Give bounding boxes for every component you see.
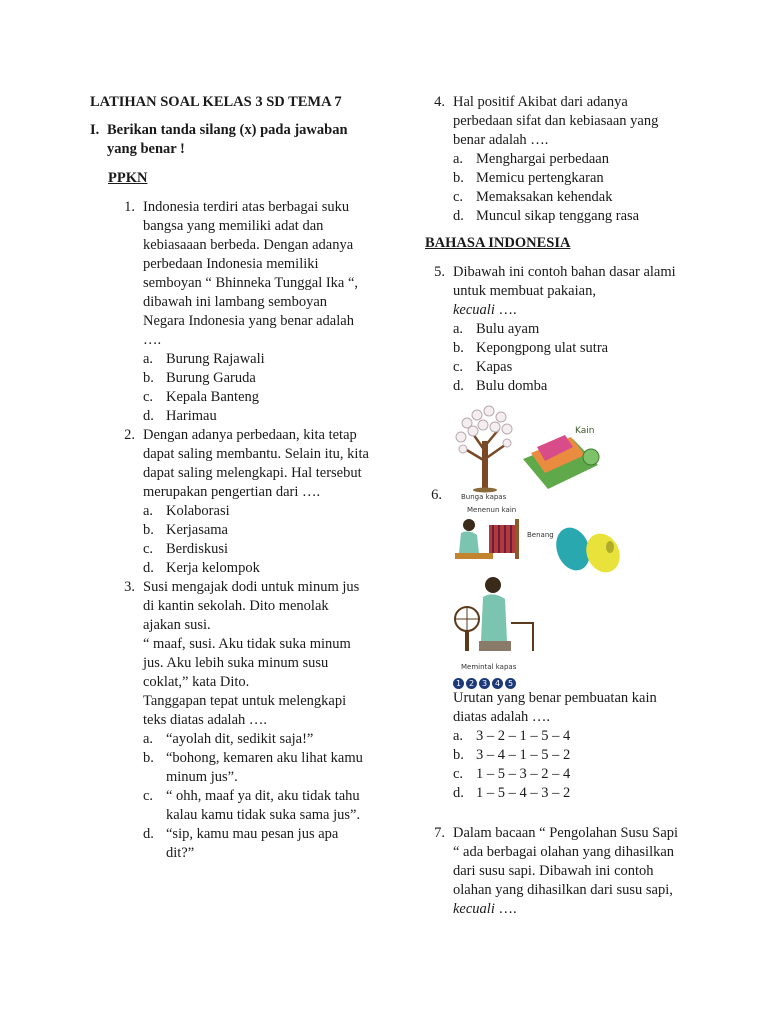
option-text: Kepala Banteng xyxy=(166,389,260,405)
question-5 xyxy=(417,263,685,396)
step-number-2: 2 xyxy=(466,678,477,689)
option-d[interactable] xyxy=(143,825,370,863)
worksheet-title: LATIHAN SOAL KELAS 3 SD TEMA 7 xyxy=(90,94,342,110)
question-number: 3. xyxy=(124,579,135,595)
option-d[interactable] xyxy=(143,559,370,578)
option-label: a. xyxy=(453,728,464,744)
cotton-tree-icon xyxy=(456,406,512,493)
option-label: b. xyxy=(453,747,464,763)
option-label: d. xyxy=(143,560,154,576)
question-prompt: Tanggapan tepat untuk melengkapi teks diatas adalah …. xyxy=(143,693,347,728)
option-label: c. xyxy=(453,359,464,375)
option-text: 1 – 5 – 4 – 3 – 2 xyxy=(476,785,571,801)
question-number: 6. xyxy=(431,487,442,503)
question-emphasis: kecuali xyxy=(453,302,495,318)
option-label: a. xyxy=(143,503,154,519)
option-label: c. xyxy=(143,389,154,405)
cloth-rolls-icon xyxy=(523,435,599,489)
option-label: a. xyxy=(143,351,154,367)
question-7 xyxy=(417,824,685,919)
option-b[interactable] xyxy=(453,339,685,358)
option-label: d. xyxy=(143,408,154,424)
option-text: Memaksakan kehendak xyxy=(476,189,613,205)
option-label: b. xyxy=(453,340,464,356)
option-text: Muncul sikap tenggang rasa xyxy=(476,208,640,224)
option-c[interactable] xyxy=(143,787,370,825)
option-d[interactable] xyxy=(143,407,370,426)
option-a[interactable] xyxy=(453,320,685,339)
option-text: Menghargai perbedaan xyxy=(476,151,609,167)
option-text: 1 – 5 – 3 – 2 – 4 xyxy=(476,766,571,782)
right-column xyxy=(425,93,685,919)
option-text: Kepongpong ulat sutra xyxy=(476,340,609,356)
option-label: c. xyxy=(453,766,464,782)
spacer xyxy=(417,803,685,824)
step-number-3: 3 xyxy=(479,678,490,689)
question-4 xyxy=(417,93,685,226)
option-label: d. xyxy=(453,785,464,801)
option-label: a. xyxy=(453,151,464,167)
caption-bunga-kapas: Bunga kapas xyxy=(461,493,507,501)
option-text: Kerja kelompok xyxy=(166,560,260,576)
option-text: Bulu domba xyxy=(476,378,548,394)
option-label: c. xyxy=(143,541,154,557)
option-text: “bohong, kemaren aku lihat kamu minum jus”. xyxy=(166,750,363,785)
option-b[interactable] xyxy=(143,521,370,540)
question-6 xyxy=(417,689,685,803)
option-c[interactable] xyxy=(453,765,685,784)
instruction xyxy=(90,121,370,159)
dialog-text: “ maaf, susi. Aku tidak suka minum jus. Aku lebih suka minum susu coklat,” kata Dito. xyxy=(143,636,351,690)
spinning-wheel-icon xyxy=(455,577,533,651)
question-text xyxy=(453,263,685,320)
option-label: b. xyxy=(143,522,154,538)
instruction-number: I. xyxy=(90,122,100,138)
option-label: c. xyxy=(143,788,154,804)
option-text: Memicu pertengkaran xyxy=(476,170,604,186)
section-ppkn: PPKN xyxy=(108,170,148,186)
step-number-5: 5 xyxy=(505,678,516,689)
option-text: Bulu ayam xyxy=(476,321,540,337)
option-text: Kolaborasi xyxy=(166,503,230,519)
option-text: Burung Rajawali xyxy=(166,351,265,367)
weaving-girl-icon xyxy=(455,519,519,559)
question-text-main: Dibawah ini contoh bahan dasar alami untuk membuat pakaian, xyxy=(453,264,676,299)
option-label: a. xyxy=(453,321,464,337)
step-number-1: 1 xyxy=(453,678,464,689)
section-bahasa-indonesia: BAHASA INDONESIA xyxy=(425,235,571,251)
caption-menenun: Menenun kain xyxy=(467,506,517,514)
option-text: Berdiskusi xyxy=(166,541,229,557)
option-c[interactable] xyxy=(143,540,370,559)
question-number: 4. xyxy=(434,94,445,110)
question-2 xyxy=(107,426,370,578)
option-text: Harimau xyxy=(166,408,217,424)
option-text: 3 – 4 – 1 – 5 – 2 xyxy=(476,747,571,763)
question-3 xyxy=(107,578,370,863)
option-a[interactable] xyxy=(453,150,685,169)
caption-memintal: Memintal kapas xyxy=(461,663,517,671)
option-text: Kerjasama xyxy=(166,522,228,538)
cloth-making-illustration xyxy=(453,401,633,681)
option-text: “ ohh, maaf ya dit, aku tidak tahu kalau kamu tidak suka sama jus”. xyxy=(166,788,361,823)
question-emphasis: kecuali xyxy=(453,901,495,917)
option-a[interactable] xyxy=(453,727,685,746)
option-label: b. xyxy=(143,370,154,386)
question-number: 7. xyxy=(434,825,445,841)
option-a[interactable] xyxy=(143,502,370,521)
option-a[interactable] xyxy=(143,350,370,369)
question-text: Indonesia terdiri atas berbagai suku bangsa yang memiliki adat dan kebiasaaan berbeda. Dengan adanya perbedaan Indonesia memiliki semboyan “ Bhinneka Tunggal Ika “, dibawah ini lambang semboyan Negara Indonesia yang benar adalah …. xyxy=(143,199,359,348)
option-text: “ayolah dit, sedikit saja!” xyxy=(166,731,314,747)
option-d[interactable] xyxy=(453,784,685,803)
thread-spools-icon xyxy=(550,523,626,578)
option-b[interactable] xyxy=(453,169,685,188)
question-1 xyxy=(107,198,370,426)
question-text xyxy=(453,824,685,919)
option-text: Kapas xyxy=(476,359,513,375)
option-label: d. xyxy=(453,378,464,394)
question-text: Susi mengajak dodi untuk minum jus di kantin sekolah. Dito menolak ajakan susi. xyxy=(143,579,360,633)
step-number-4: 4 xyxy=(492,678,503,689)
option-c[interactable] xyxy=(143,388,370,407)
option-label: c. xyxy=(453,189,464,205)
option-b[interactable] xyxy=(143,369,370,388)
option-label: d. xyxy=(143,826,154,842)
question-text: Urutan yang benar pembuatan kain diatas adalah …. xyxy=(453,690,657,725)
option-label: b. xyxy=(143,750,154,766)
caption-kain: Kain xyxy=(575,426,595,436)
question-6-illustration xyxy=(431,401,685,689)
instruction-text: Berikan tanda silang (x) pada jawaban yang benar ! xyxy=(107,122,348,157)
step-numbers xyxy=(453,678,516,689)
option-c[interactable] xyxy=(453,188,685,207)
question-number: 5. xyxy=(434,264,445,280)
question-number: 2. xyxy=(124,427,135,443)
question-tail: …. xyxy=(494,901,517,917)
option-text: Burung Garuda xyxy=(166,370,256,386)
question-tail: …. xyxy=(494,302,517,318)
option-label: d. xyxy=(453,208,464,224)
option-label: b. xyxy=(453,170,464,186)
option-text: 3 – 2 – 1 – 5 – 4 xyxy=(476,728,571,744)
question-text: Hal positif Akibat dari adanya perbedaan sifat dan kebiasaan yang benar adalah …. xyxy=(453,94,659,148)
caption-benang: Benang xyxy=(527,531,554,539)
option-c[interactable] xyxy=(453,358,685,377)
option-d[interactable] xyxy=(453,377,685,396)
option-b[interactable] xyxy=(453,746,685,765)
option-text: “sip, kamu mau pesan jus apa dit?” xyxy=(166,826,339,861)
option-d[interactable] xyxy=(453,207,685,226)
option-a[interactable] xyxy=(143,730,370,749)
question-number: 1. xyxy=(124,199,135,215)
option-b[interactable] xyxy=(143,749,370,787)
question-text-main: Dalam bacaan “ Pengolahan Susu Sapi “ ada berbagai olahan yang dihasilkan dari susu sapi. Dibawah ini contoh olahan yang dihasilkan dari susu sapi, xyxy=(453,825,679,898)
question-text: Dengan adanya perbedaan, kita tetap dapat saling membantu. Selain itu, kita dapat saling melengkapi. Hal tersebut merupakan pengertian dari …. xyxy=(143,427,369,500)
left-column xyxy=(90,93,370,863)
option-label: a. xyxy=(143,731,154,747)
